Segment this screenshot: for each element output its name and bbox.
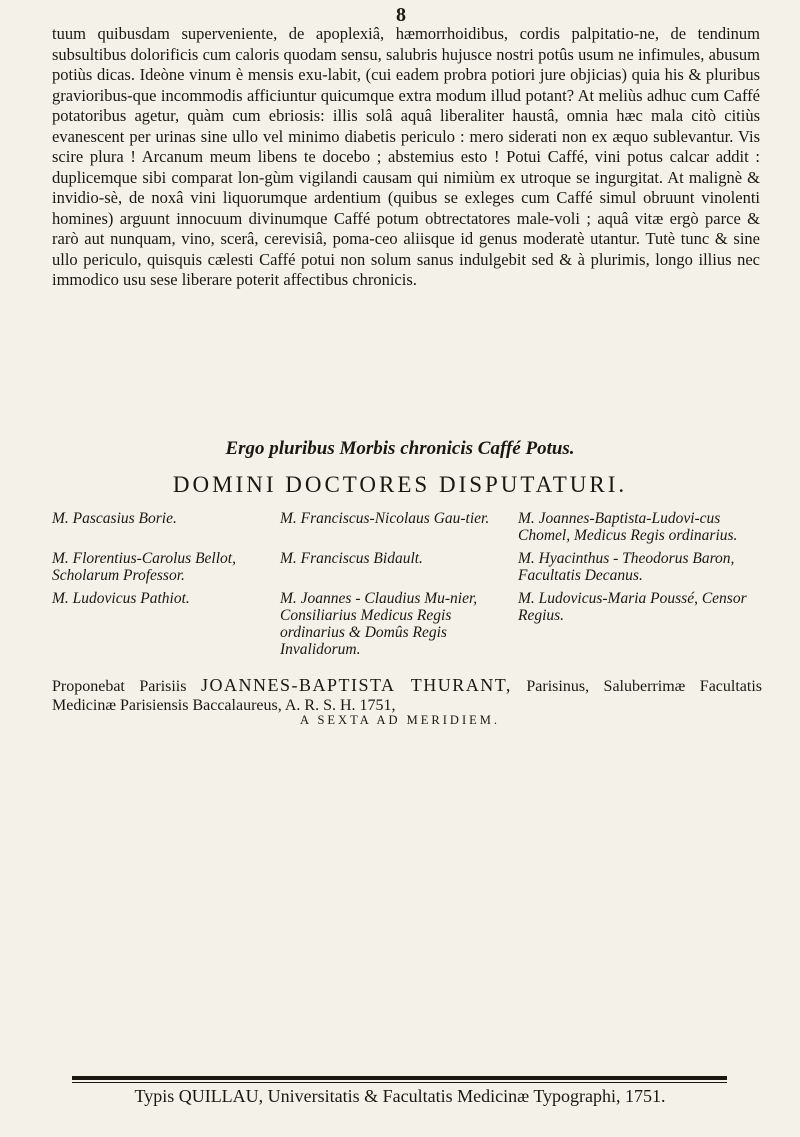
doctor-entry: M. Joannes-Baptista-Ludovi-cus Chomel, Medicus Regis ordinarius. — [518, 510, 738, 544]
imprint-rule-thick — [72, 1076, 727, 1080]
doctor-entry: M. Hyacinthus - Theodorus Baron, Facultatis Decanus. — [518, 550, 735, 584]
disputation-hours: A SEXTA AD MERIDIEM. — [300, 713, 500, 727]
doctor-entry: M. Joannes - Claudius Mu-nier, Consiliarius Medicus Regis ordinarius & Domûs Regis Invalidorum. — [280, 590, 478, 658]
praeses-name: JOANNES-BAPTISTA THURANT, — [200, 675, 512, 695]
doctor-entry: M. Ludovicus-Maria Poussé, Censor Regius. — [518, 590, 747, 624]
doctor-entry: M. Franciscus Bidault. — [280, 550, 423, 567]
thesis-conclusion: Ergo pluribus Morbis chronicis Caffé Potus. — [225, 438, 575, 459]
doctors-heading: DOMINI DOCTORES DISPUTATURI. — [172, 472, 628, 497]
printer-imprint: Typis QUILLAU, Universitatis & Facultatis Medicinæ Typographi, 1751. — [134, 1086, 666, 1106]
proponebat-suffix: Parisinus, Saluberrimæ Facultatis Medicinæ Parisiensis Baccalaureus, A. R. S. H. 1751, — [52, 678, 763, 714]
doctor-entry: M. Franciscus-Nicolaus Gau-tier. — [280, 510, 490, 527]
proponebat-statement — [52, 676, 762, 715]
body-paragraph: tuum quibusdam supervenientе, de apoplexiâ, hæmorrhoidibus, cordis palpitatio-ne, de tendinum subsultibus dolorificis cum caloris quodam sensu, salubris hujusce nostri potûs usum ne infimules, abusum potiùs dicas. Ideòne vinum è mensis exu-labit, (cui eadem probra potiori jure objicias) quia his & pluribus gravioribus-que incommodis afficiuntur quicumque extra modum illud potant? At meliùs adhuc cum Caffé potatoribus agetur, quàm cum ebriosis: illis solâ aquâ liberaliter haustâ, omnia hæc mala citò citiùs evanescent per urinas sine ullo vel minimo diabetis periculo : mero siderati non ex æquo sublevantur. Vis scire plura ! Arcanum meum libens te docebo ; abstemius esto ! Potui Caffé, vini potus calcar addit : duplicemque sibi comparat lon-gùm vigilandi causam qui nimiùm ex utroque se ingurgitat. At malignè & invidio-sè, de noxâ vini liquorumque ardentium (quibus se exleges cum Caffé simul obruunt vinolenti homines) arguunt innocuum divinumque Caffé potum obtrectatores male-voli ; aquâ vitæ ergò parce & rarò aut nunquam, vino, scerâ, cerevisiâ, poma-ceo aliisque id genus moderatè utantur. Tutè tunc & sine ullo periculo, quisquis cælesti Caffé potui non solum sanus indulgebit sed & à plurimis, longo illius nec immodico usu sese liberare poterit affectibus chronicis. — [52, 24, 760, 289]
proponebat-prefix: Proponebat Parisiis — [52, 678, 187, 695]
doctor-entry: M. Florentius-Carolus Bellot, Scholarum Professor. — [52, 550, 236, 584]
doctor-entry: M. Pascasius Borie. — [52, 510, 177, 527]
imprint-rule-thin — [72, 1082, 727, 1083]
doctor-entry: M. Ludovicus Pathiot. — [52, 590, 190, 607]
doctors-list — [52, 510, 766, 658]
folio-number: 8 — [396, 4, 406, 26]
